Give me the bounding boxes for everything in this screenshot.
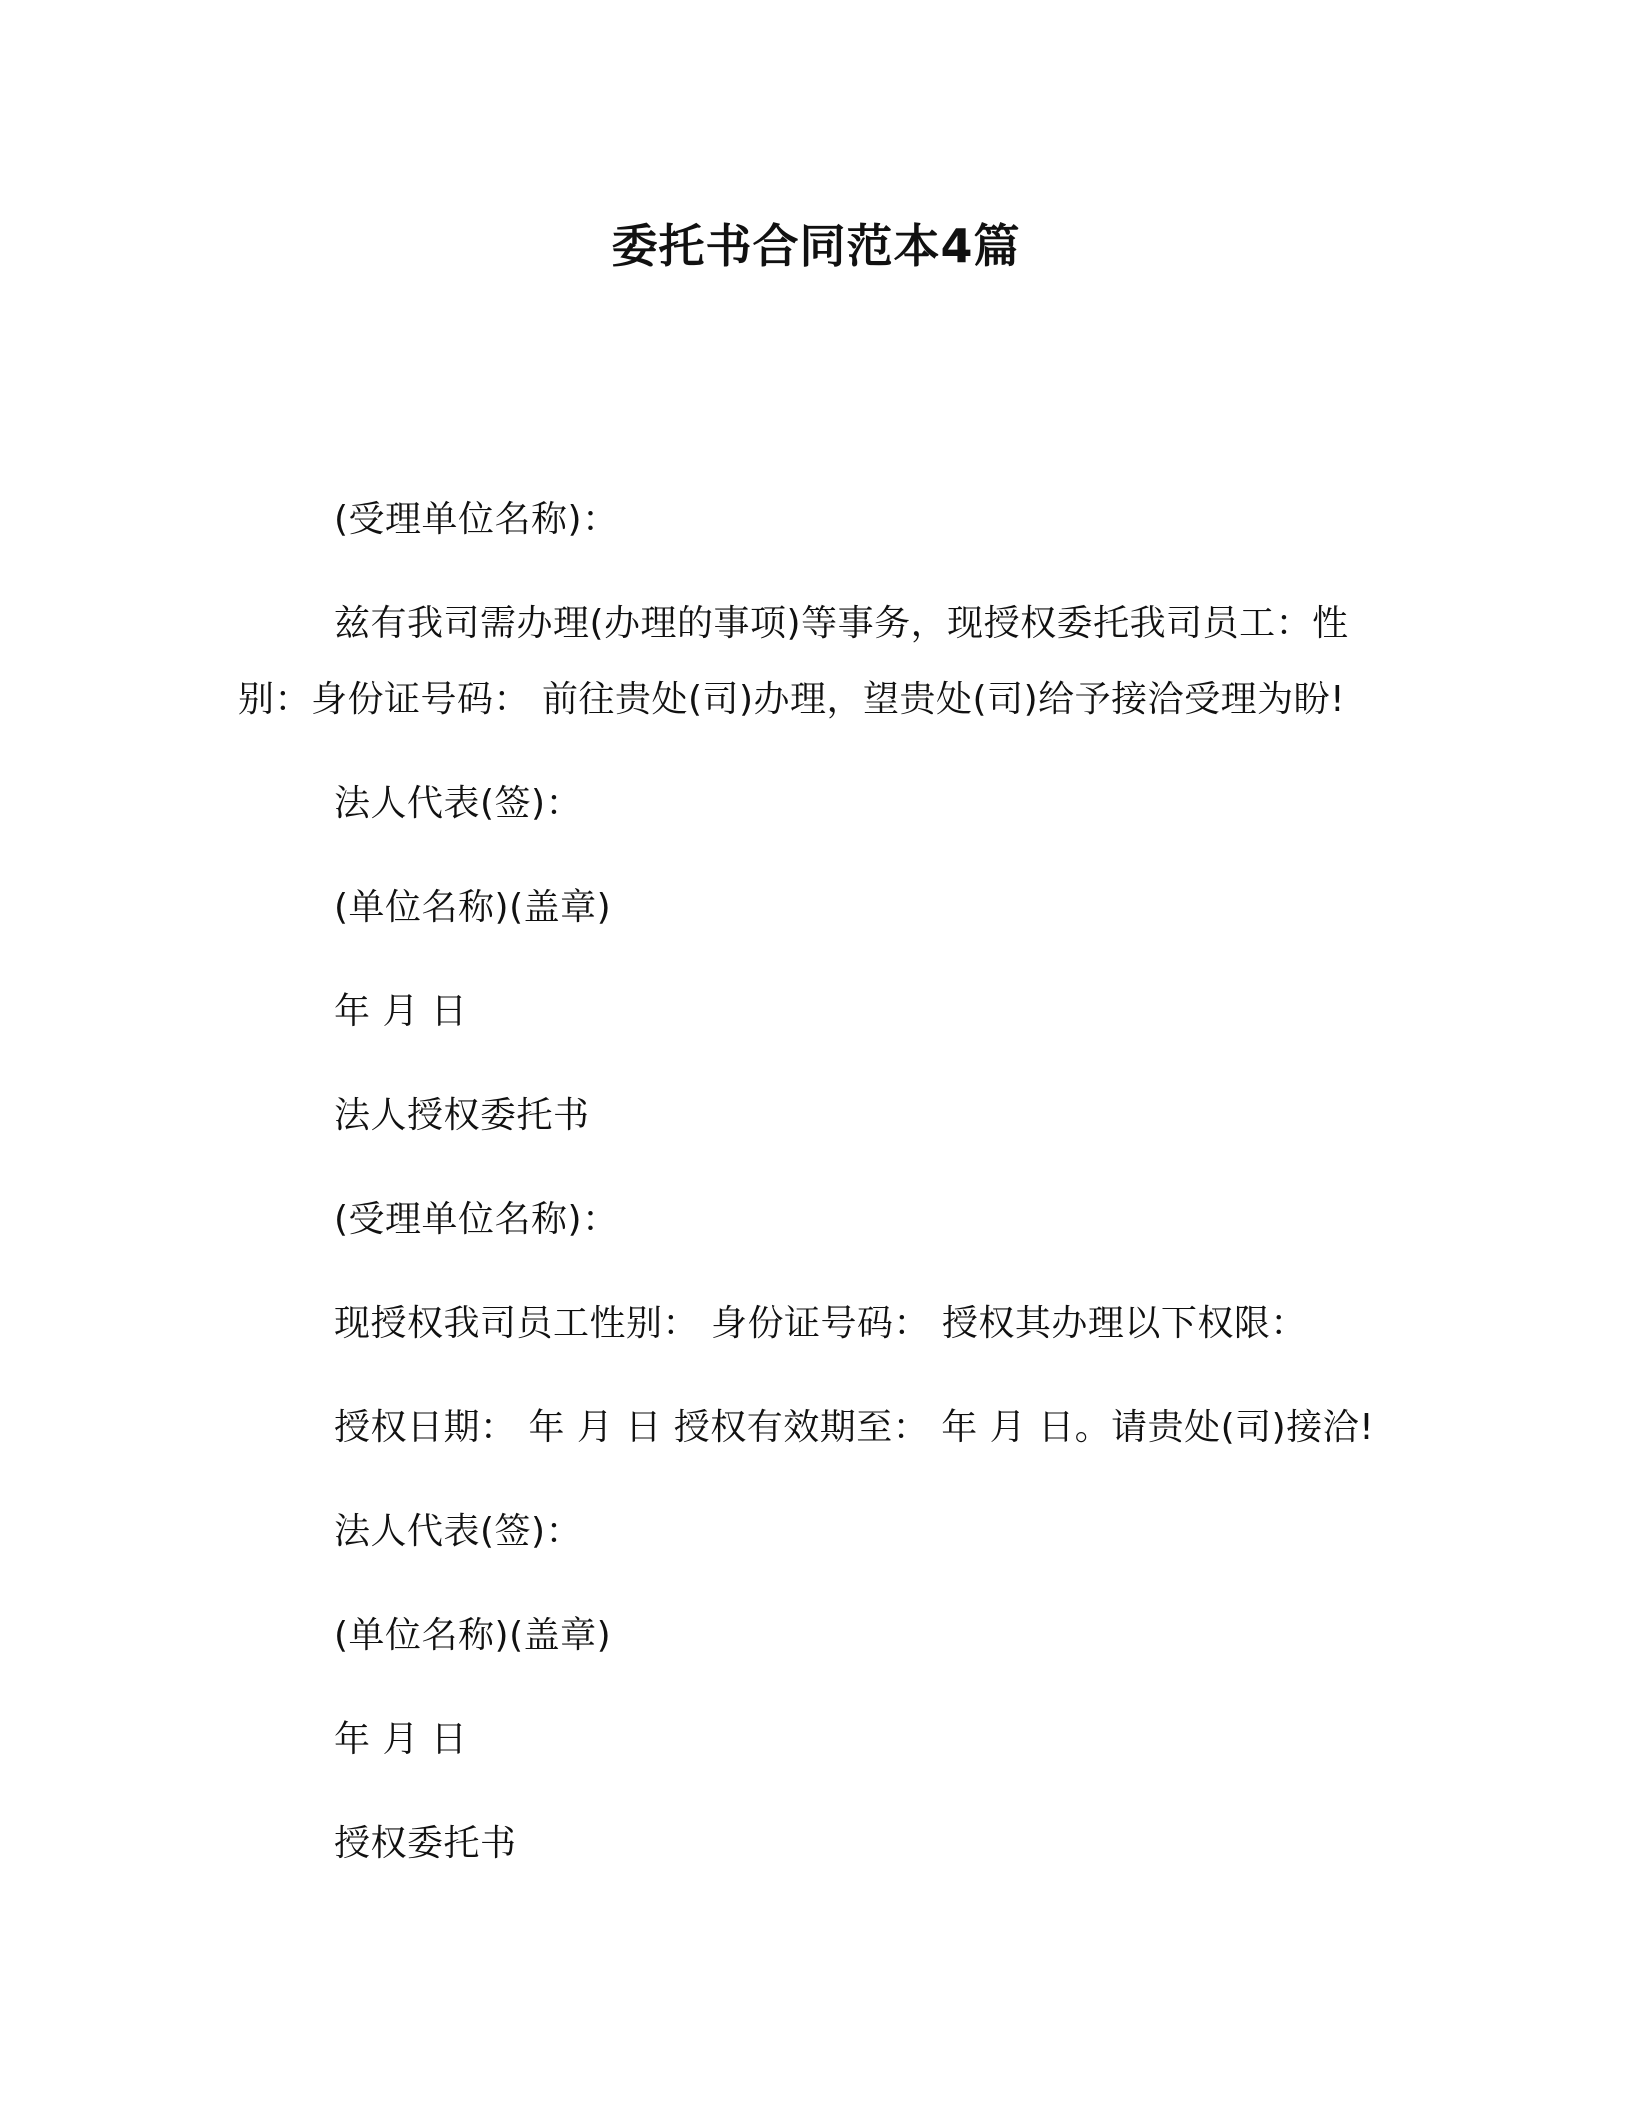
paragraph-1-line-2: 别：身份证号码： 前往贵处(司)办理，望贵处(司)给予接洽受理为盼! — [238, 679, 1346, 720]
date-line-2: 年 月 日 — [334, 1719, 468, 1760]
authorization-period-line: 授权日期： 年 月 日 授权有效期至： 年 月 日。请贵处(司)接洽! — [334, 1407, 1375, 1448]
addressee-line-1: (受理单位名称)： — [334, 499, 619, 540]
legal-rep-signature-2: 法人代表(签)： — [334, 1511, 583, 1552]
company-seal-1: (单位名称)(盖章) — [334, 887, 612, 928]
document-title: 委托书合同范本4篇 — [611, 219, 1021, 273]
paragraph-1-line-1: 兹有我司需办理(办理的事项)等事务，现授权委托我司员工：性 — [334, 603, 1349, 644]
legal-rep-signature-1: 法人代表(签)： — [334, 783, 583, 824]
addressee-line-2: (受理单位名称)： — [334, 1199, 619, 1240]
company-seal-2: (单位名称)(盖章) — [334, 1615, 612, 1656]
authorization-scope-line: 现授权我司员工性别： 身份证号码： 授权其办理以下权限： — [334, 1303, 1307, 1344]
section-heading-authorization: 授权委托书 — [334, 1823, 517, 1864]
date-line-1: 年 月 日 — [334, 991, 468, 1032]
section-heading-legal-authorization: 法人授权委托书 — [334, 1095, 590, 1136]
